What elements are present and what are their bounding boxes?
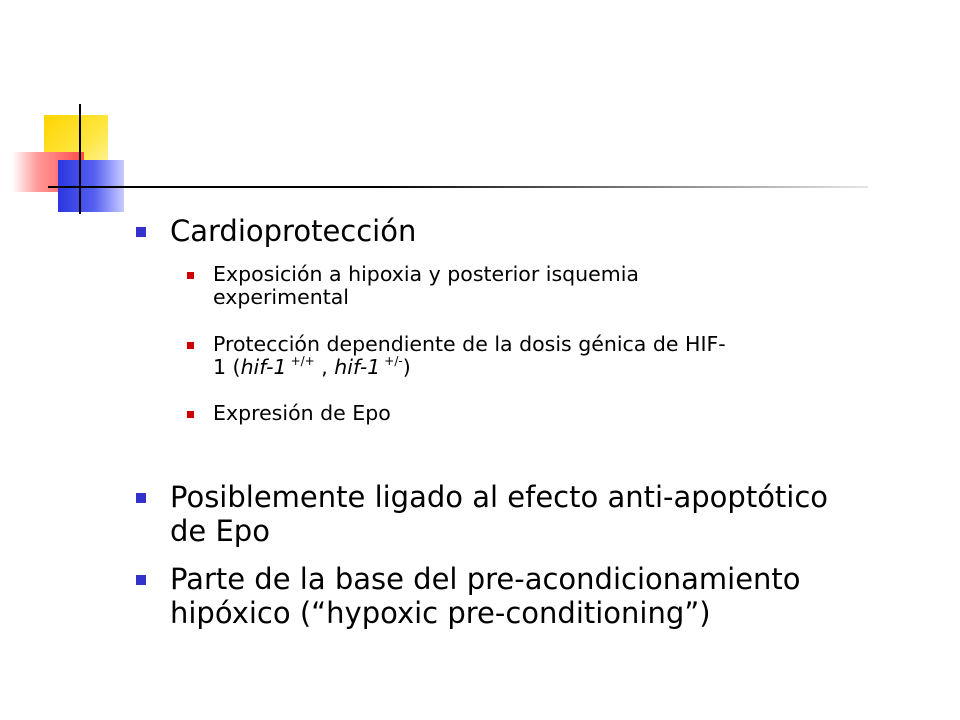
bullet-text-line: Exposición a hipoxia y posterior isquemia — [213, 262, 639, 286]
gene-name: hif-1 — [334, 355, 381, 379]
bullet-text-line: Parte de la base del pre-acondicionamiento — [170, 562, 801, 596]
genotype-superscript: +/- — [384, 354, 403, 368]
sub-bullet-expresion — [213, 402, 933, 425]
sub-bullet-proteccion — [213, 333, 933, 382]
sub-bullet-exposicion — [213, 263, 933, 309]
bullet-text-line — [213, 356, 933, 382]
gene-name: hif-1 — [240, 355, 287, 379]
separator: , — [314, 355, 335, 379]
bullet-text: Expresión de Epo — [213, 401, 391, 425]
bullet-text: Cardioprotección — [170, 214, 417, 248]
text-part: ) — [402, 355, 411, 379]
title-divider-line — [48, 186, 868, 188]
bullet-text-line: de Epo — [170, 514, 270, 548]
bullet-text-line: hipóxico (“hypoxic pre-conditioning”) — [170, 596, 711, 630]
bullet-text-line: Protección dependiente de la dosis génica de HIF- — [213, 332, 726, 356]
bullet-cardioproteccion — [170, 214, 930, 248]
genotype-superscript: +/+ — [290, 354, 315, 368]
bullet-parte — [170, 562, 930, 630]
text-part: 1 ( — [213, 355, 241, 379]
bullet-text-line: experimental — [213, 285, 350, 309]
bullet-text-line: Posiblemente ligado al efecto anti-apoptótico — [170, 480, 829, 514]
decorative-vertical-line — [79, 104, 81, 214]
bullet-posiblemente — [170, 480, 930, 548]
